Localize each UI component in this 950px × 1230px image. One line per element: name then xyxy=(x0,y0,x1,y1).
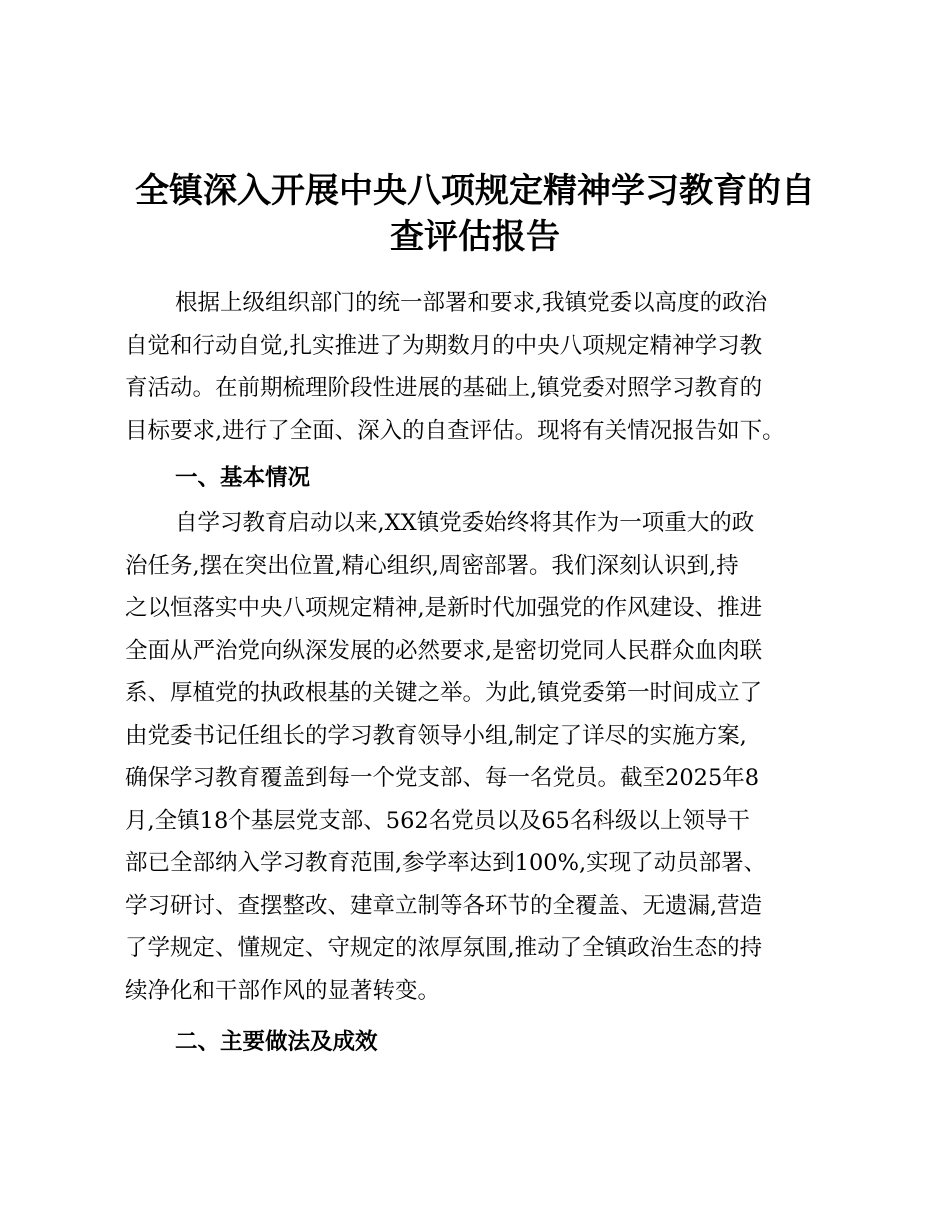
text-line: 之以恒落实中央八项规定精神,是新时代加强党的作风建设、推进 xyxy=(125,595,763,621)
document-title xyxy=(0,168,950,260)
text-line: 确保学习教育覆盖到每一个党支部、每一名党员。截至2025年8 xyxy=(125,765,760,791)
section-heading-basic-situation: 一、基本情况 xyxy=(175,465,311,491)
intro-paragraph xyxy=(125,282,835,452)
title-line-2: 查评估报告 xyxy=(390,217,560,257)
text-line: 了学规定、懂规定、守规定的浓厚氛围,推动了全镇政治生态的持 xyxy=(125,935,763,961)
basic-situation-paragraph xyxy=(125,502,835,1012)
text-line: 系、厚植党的执政根基的关键之举。为此,镇党委第一时间成立了 xyxy=(125,680,763,706)
text-line: 根据上级组织部门的统一部署和要求,我镇党委以高度的政治 xyxy=(175,290,768,316)
text-line: 学习研讨、查摆整改、建章立制等各环节的全覆盖、无遗漏,营造 xyxy=(125,892,763,919)
text-line: 自觉和行动自觉,扎实推进了为期数月的中央八项规定精神学习教 xyxy=(125,332,763,359)
text-line: 续净化和干部作风的显著转变。 xyxy=(125,977,441,1004)
text-line: 由党委书记任组长的学习教育领导小组,制定了详尽的实施方案, xyxy=(125,722,747,749)
text-line: 治任务,摆在突出位置,精心组织,周密部署。我们深刻认识到,持 xyxy=(125,552,739,579)
text-line: 部已全部纳入学习教育范围,参学率达到100%,实现了动员部署、 xyxy=(125,850,767,876)
title-line-1: 全镇深入开展中央八项规定精神学习教育的自 xyxy=(135,171,815,211)
section-heading-main-practices: 二、主要做法及成效 xyxy=(175,1029,378,1055)
text-line: 全面从严治党向纵深发展的必然要求,是密切党同人民群众血肉联 xyxy=(125,637,763,664)
text-line: 自学习教育启动以来,XX镇党委始终将其作为一项重大的政 xyxy=(175,510,755,536)
text-line: 育活动。在前期梳理阶段性进展的基础上,镇党委对照学习教育的 xyxy=(125,375,763,401)
text-line: 目标要求,进行了全面、深入的自查评估。现将有关情况报告如下。 xyxy=(125,417,785,444)
text-line: 月,全镇18个基层党支部、562名党员以及65名科级以上领导干 xyxy=(125,807,750,834)
